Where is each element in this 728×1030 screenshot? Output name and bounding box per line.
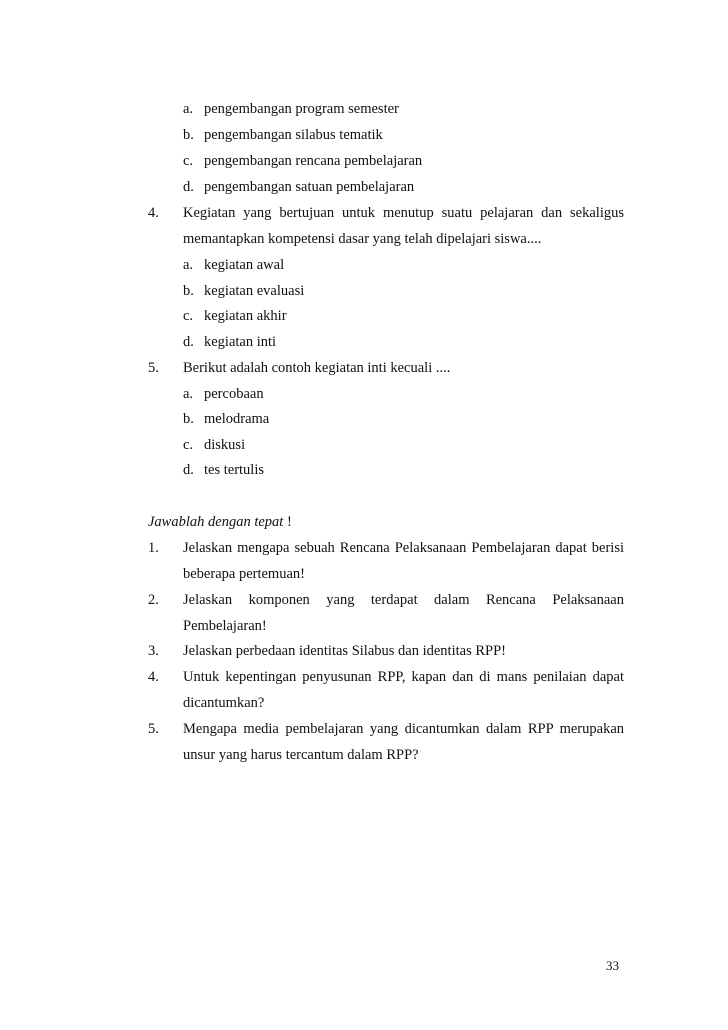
essay-5-number: 5. [148,721,159,737]
q5-option-d-text: tes tertulis [204,462,265,478]
q3-option-a-letter: a. [183,101,194,117]
essay-1-line2: beberapa pertemuan! [183,566,305,582]
q3-option-c-text: pengembangan rencana pembelajaran [204,153,423,169]
q4-option-d-text: kegiatan inti [204,334,277,350]
q3-option-c-letter: c. [183,153,194,169]
page-number: 33 [606,958,619,973]
essay-heading-italic: Jawablah dengan tepat [148,514,284,530]
q4-option-c-letter: c. [183,308,194,324]
q4-option-a-letter: a. [183,257,194,273]
q5-option-d-letter: d. [183,462,194,478]
q4-option-b-text: kegiatan evaluasi [204,283,305,299]
essay-2-line1: Jelaskan komponen yang terdapat dalam Rencana Pelaksanaan [183,592,624,608]
q5-option-b-letter: b. [183,411,194,427]
essay-1-number: 1. [148,540,159,556]
essay-heading-tail: ! [283,514,292,530]
q5-option-c-letter: c. [183,437,194,453]
q3-option-d-letter: d. [183,179,194,195]
q3-option-b-text: pengembangan silabus tematik [204,127,383,143]
essay-2-number: 2. [148,592,159,608]
q3-option-d-text: pengembangan satuan pembelajaran [204,179,415,195]
q3-option-a-text: pengembangan program semester [204,101,399,117]
essay-3-line1: Jelaskan perbedaan identitas Silabus dan identitas RPP! [183,643,506,659]
q4-text-line1: Kegiatan yang bertujuan untuk menutup suatu pelajaran dan sekaligus [183,205,624,221]
q3-option-b-letter: b. [183,127,194,143]
q5-option-c-text: diskusi [204,437,246,453]
q4-text-line2: memantapkan kompetensi dasar yang telah dipelajari siswa.... [183,231,542,247]
essay-4-line2: dicantumkan? [183,695,265,711]
essay-1-line1: Jelaskan mengapa sebuah Rencana Pelaksanaan Pembelajaran dapat berisi [183,540,624,556]
q5-text: Berikut adalah contoh kegiatan inti kecuali .... [183,360,451,376]
essay-2-line2: Pembelajaran! [183,618,267,634]
q4-option-c-text: kegiatan akhir [204,308,287,324]
essay-5-line2: unsur yang harus tercantum dalam RPP? [183,747,419,763]
q5-option-a-letter: a. [183,386,194,402]
q4-option-b-letter: b. [183,283,194,299]
q5-option-a-text: percobaan [204,386,264,402]
q5-option-b-text: melodrama [204,411,270,427]
q5-number: 5. [148,360,159,376]
q4-option-a-text: kegiatan awal [204,257,285,273]
q4-option-d-letter: d. [183,334,194,350]
essay-3-number: 3. [148,643,159,659]
essay-4-number: 4. [148,669,159,685]
q4-number: 4. [148,205,159,221]
essay-5-line1: Mengapa media pembelajaran yang dicantumkan dalam RPP merupakan [183,721,624,737]
essay-4-line1: Untuk kepentingan penyusunan RPP, kapan dan di mans penilaian dapat [183,669,624,685]
essay-heading [148,513,292,531]
